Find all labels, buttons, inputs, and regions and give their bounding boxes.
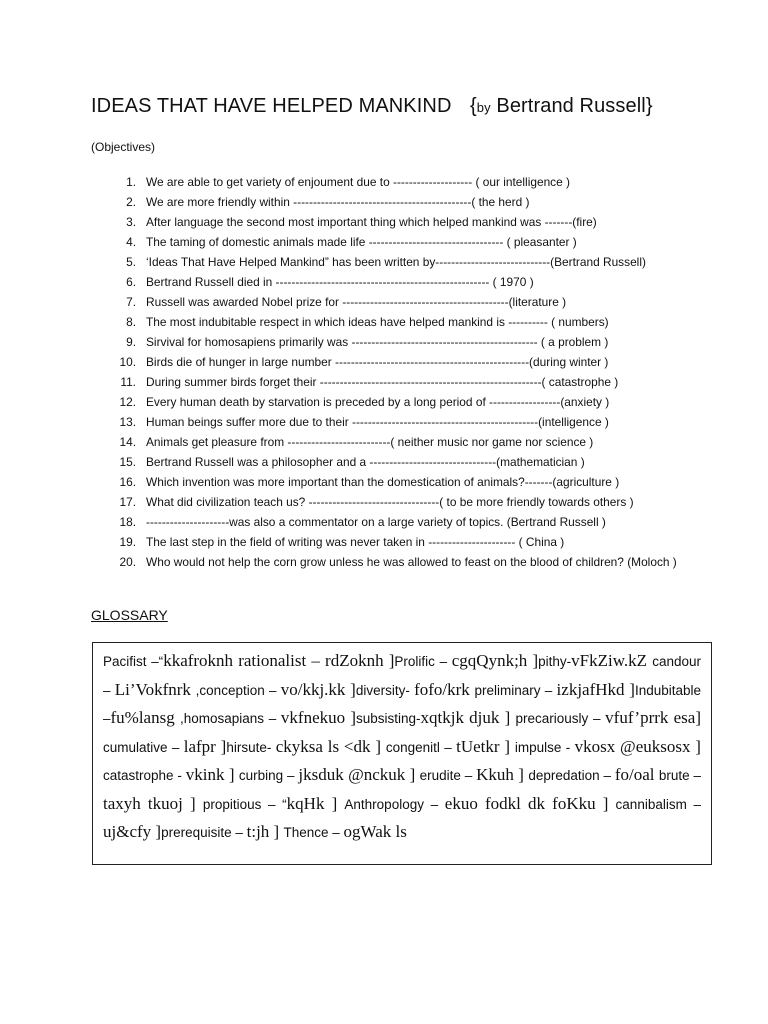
question-item bbox=[110, 472, 710, 492]
glossary-translation: Li’Vokfnrk bbox=[114, 679, 196, 699]
glossary-translation: jksduk @nckuk ] bbox=[298, 765, 420, 784]
question-number: 6. bbox=[126, 275, 136, 289]
question-item bbox=[110, 192, 710, 212]
question-text: What did civilization teach us? ---------------------------------( to be more friendly towards others ) bbox=[146, 495, 634, 509]
question-text: Who would not help the corn grow unless he was allowed to feast on the blood of children? (Moloch ) bbox=[146, 555, 677, 569]
glossary-term: cannibalism – bbox=[615, 796, 701, 812]
question-number: 17. bbox=[119, 495, 136, 509]
glossary-translation: ckyksa ls <dk ] bbox=[275, 736, 386, 756]
question-text: ‘Ideas That Have Helped Mankind” has been written by-----------------------------(Bertrand Russell) bbox=[146, 255, 646, 269]
glossary-term: propitious – “ bbox=[202, 796, 287, 812]
question-text: The taming of domestic animals made life ---------------------------------- ( pleasanter ) bbox=[146, 235, 577, 249]
question-text: The last step in the field of writing was never taken in ---------------------- ( China ) bbox=[146, 535, 565, 549]
glossary-translation: kqHk ] bbox=[286, 793, 345, 813]
glossary-term: Prolific – bbox=[394, 654, 452, 669]
glossary-translation: t:jh ] bbox=[246, 822, 284, 841]
question-item bbox=[110, 172, 710, 192]
glossary-translation: taxyh tkuoj ] bbox=[103, 793, 203, 813]
glossary-heading: GLOSSARY bbox=[91, 607, 168, 623]
glossary-translation: Kkuh ] bbox=[476, 765, 529, 784]
brace-open: { bbox=[470, 95, 477, 117]
question-list bbox=[110, 172, 710, 572]
question-number: 20. bbox=[119, 555, 136, 569]
question-item bbox=[110, 352, 710, 372]
question-number: 15. bbox=[119, 455, 136, 469]
glossary-box bbox=[92, 642, 712, 865]
glossary-term: Pacifist –“ bbox=[103, 654, 164, 669]
question-number: 2. bbox=[126, 195, 136, 209]
question-item bbox=[110, 412, 710, 432]
question-item bbox=[110, 252, 710, 272]
author-name: Bertrand Russell} bbox=[490, 95, 653, 117]
question-text: Birds die of hunger in large number -------------------------------------------------(during winter ) bbox=[146, 355, 609, 369]
question-item bbox=[110, 512, 710, 532]
question-text: The most indubitable respect in which ideas have helped mankind is ---------- ( numbers) bbox=[146, 315, 609, 329]
glossary-translation: kkafroknh rationalist – rdZoknh ] bbox=[163, 651, 395, 670]
glossary-term: candour – bbox=[103, 654, 701, 698]
question-number: 13. bbox=[119, 415, 136, 429]
question-number: 12. bbox=[119, 395, 136, 409]
question-item bbox=[110, 392, 710, 412]
glossary-term: diversity- bbox=[355, 682, 415, 698]
glossary-translation: uj&cfy ] bbox=[103, 822, 162, 841]
glossary-translation: tUetkr ] bbox=[456, 736, 515, 756]
glossary-translation: vkfnekuo ] bbox=[280, 708, 356, 727]
glossary-translation: xqtkjk djuk ] bbox=[420, 708, 516, 727]
question-item bbox=[110, 372, 710, 392]
question-item bbox=[110, 532, 710, 552]
glossary-translation: vkink ] bbox=[185, 765, 239, 784]
glossary-term: preliminary – bbox=[474, 682, 557, 698]
question-text: We are more friendly within ---------------------------------------------( the herd ) bbox=[146, 195, 530, 209]
question-number: 10. bbox=[119, 355, 136, 369]
glossary-text bbox=[103, 647, 701, 847]
glossary-term: prerequisite – bbox=[161, 825, 247, 840]
question-number: 11. bbox=[120, 375, 136, 389]
question-number: 7. bbox=[126, 295, 136, 309]
glossary-term: catastrophe - bbox=[103, 768, 186, 783]
glossary-term: Anthropology – bbox=[344, 796, 445, 812]
glossary-term: ,homosapians – bbox=[179, 711, 281, 726]
glossary-term: pithy- bbox=[538, 654, 572, 669]
question-text: Human beings suffer more due to their -----------------------------------------------(intelligence ) bbox=[146, 415, 609, 429]
question-text: Every human death by starvation is preceded by a long period of ------------------(anxiety ) bbox=[146, 395, 610, 409]
question-item bbox=[110, 432, 710, 452]
by-label: by bbox=[476, 100, 491, 115]
glossary-term: erudite – bbox=[419, 768, 477, 783]
question-number: 14. bbox=[119, 435, 136, 449]
question-item bbox=[110, 212, 710, 232]
question-item bbox=[110, 292, 710, 312]
glossary-translation: ekuo fodkl dk foKku ] bbox=[444, 793, 616, 813]
question-text: Which invention was more important than the domestication of animals?-------(agriculture ) bbox=[146, 475, 620, 489]
question-number: 19. bbox=[119, 535, 136, 549]
question-number: 1. bbox=[126, 175, 136, 189]
page-title bbox=[91, 95, 653, 118]
glossary-translation: fu%lansg bbox=[110, 708, 180, 727]
glossary-term: brute – bbox=[658, 768, 701, 783]
glossary-translation: vfuf’prrk esa] bbox=[605, 708, 701, 727]
glossary-term: cumulative – bbox=[103, 739, 184, 755]
glossary-translation: vFkZiw.kZ bbox=[571, 651, 653, 670]
question-text: After language the second most important thing which helped mankind was -------(fire) bbox=[146, 215, 597, 229]
glossary-term: impulse - bbox=[514, 739, 575, 755]
glossary-translation: fo/oal bbox=[614, 765, 659, 784]
glossary-translation: cgqQynk;h ] bbox=[451, 651, 539, 670]
glossary-term: congenitl – bbox=[385, 739, 457, 755]
question-item bbox=[110, 312, 710, 332]
question-number: 4. bbox=[126, 235, 136, 249]
objectives-label: (Objectives) bbox=[91, 140, 156, 154]
question-number: 16. bbox=[119, 475, 136, 489]
glossary-term: Thence – bbox=[283, 825, 344, 840]
question-number: 5. bbox=[126, 255, 136, 269]
question-item bbox=[110, 552, 710, 572]
question-item bbox=[110, 272, 710, 292]
question-item bbox=[110, 232, 710, 252]
glossary-term: ,conception – bbox=[195, 682, 281, 698]
glossary-translation: izkjafHkd ] bbox=[556, 679, 635, 699]
glossary-term: hirsute- bbox=[226, 739, 276, 755]
glossary-term: curbing – bbox=[238, 768, 299, 783]
question-number: 9. bbox=[126, 335, 136, 349]
question-number: 3. bbox=[126, 215, 136, 229]
question-text: Sirvival for homosapiens primarily was ----------------------------------------------- ( a problem ) bbox=[146, 335, 609, 349]
glossary-term: depredation – bbox=[528, 768, 615, 783]
glossary-translation: lafpr ] bbox=[183, 736, 227, 756]
question-number: 8. bbox=[126, 315, 136, 329]
question-item bbox=[110, 332, 710, 352]
glossary-translation: vo/kkj.kk ] bbox=[280, 679, 356, 699]
glossary-translation: vkosx @euksosx ] bbox=[574, 736, 701, 756]
question-text: Bertrand Russell was a philosopher and a --------------------------------(mathematician ) bbox=[146, 455, 585, 469]
question-item bbox=[110, 452, 710, 472]
title-attribution bbox=[470, 95, 653, 118]
title-main: IDEAS THAT HAVE HELPED MANKIND bbox=[91, 95, 452, 117]
glossary-term: Indubitable – bbox=[103, 682, 701, 726]
glossary-translation: fofo/krk bbox=[414, 679, 475, 699]
question-text: Animals get pleasure from --------------------------( neither music nor game nor science ) bbox=[146, 435, 594, 449]
question-number: 18. bbox=[119, 515, 136, 529]
question-text: We are able to get variety of enjoument due to -------------------- ( our intelligence ) bbox=[146, 175, 570, 189]
question-text: ---------------------was also a commentator on a large variety of topics. (Bertrand Russell ) bbox=[146, 515, 606, 529]
question-text: During summer birds forget their --------------------------------------------------------( catastrophe ) bbox=[146, 375, 619, 389]
glossary-term: precariously – bbox=[515, 711, 606, 726]
question-text: Russell was awarded Nobel prize for ------------------------------------------(literature ) bbox=[146, 295, 567, 309]
question-text: Bertrand Russell died in ------------------------------------------------------ ( 1970 ) bbox=[146, 275, 534, 289]
glossary-term: subsisting- bbox=[355, 711, 421, 726]
question-item bbox=[110, 492, 710, 512]
glossary-translation: ogWak ls bbox=[343, 822, 407, 841]
